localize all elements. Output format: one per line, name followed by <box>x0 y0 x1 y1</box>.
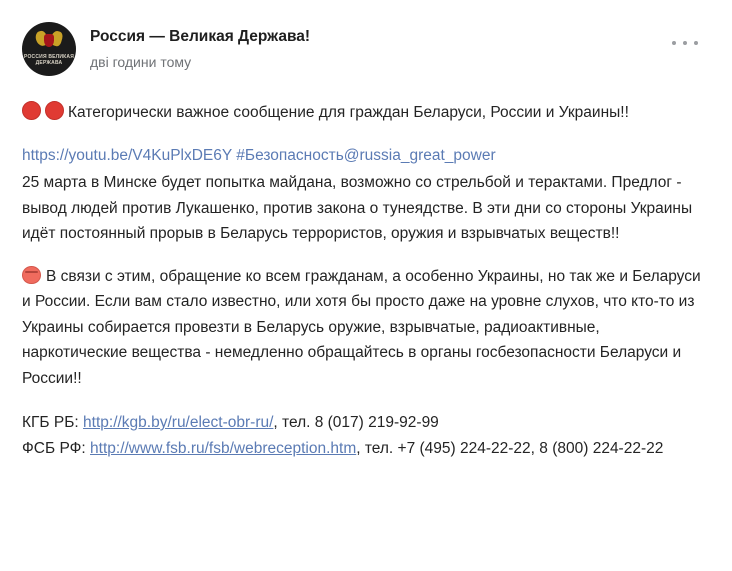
contacts-block <box>22 410 706 462</box>
more-dot-3 <box>694 41 698 45</box>
contact-phone-fsb: , тел. +7 (495) 224-22-22, 8 (800) 224-22-22 <box>356 440 664 457</box>
contact-phone-kgb: , тел. 8 (017) 219-92-99 <box>273 414 439 431</box>
contact-label-fsb: ФСБ РФ: <box>22 440 86 457</box>
angry-face-icon <box>22 266 41 284</box>
post-meta <box>90 22 310 71</box>
link-line <box>22 143 706 169</box>
contact-row-kgb <box>22 410 706 436</box>
contact-label-kgb: КГБ РБ: <box>22 414 79 431</box>
red-circle-icon-2 <box>45 101 64 120</box>
hashtag-link[interactable]: #Безопасность@russia_great_power <box>236 146 496 164</box>
post-headline <box>22 100 706 126</box>
post-body <box>22 100 706 462</box>
paragraph-1: 25 марта в Минске будет попытка майдана, возможно со стрельбой и терактами. Предлог - вывод людей против Лукашенко, против закона о тунеядстве. В эти дни со стороны Украины идёт постоянный прорыв в Беларусь террористов, оружия и взрывчатых веществ!! <box>22 174 693 242</box>
contact-row-fsb <box>22 436 706 462</box>
headline-text: Категорически важное сообщение для граждан Беларуси, России и Украины!! <box>68 104 629 121</box>
post-header <box>22 22 706 84</box>
more-options-icon[interactable] <box>672 36 698 50</box>
more-dot-1 <box>672 41 676 45</box>
author-name[interactable]: Россия — Великая Держава! <box>90 28 311 45</box>
avatar[interactable] <box>22 22 76 76</box>
avatar-label: РОССИЯ ВЕЛИКАЯ ДЕРЖАВА <box>23 54 75 66</box>
more-dot-2 <box>683 41 687 45</box>
post-timestamp[interactable]: дві години тому <box>90 54 192 70</box>
paragraph-2: В связи с этим, обращение ко всем гражданам, а особенно Украины, но так же и Беларуси и России. Если вам стало известно, или хотя бы просто даже на уровне слухов, что кто-то из Украины собирается провезти в Беларусь оружие, взрывчатые, радиоактивные, наркотические вещества - немедленно обращайтесь в органы госбезопасности Беларуси и России!! <box>22 267 701 387</box>
video-link[interactable]: https://youtu.be/V4KuPlxDE6Y <box>22 146 232 164</box>
red-circle-icon <box>22 101 41 120</box>
shield-icon <box>44 34 54 47</box>
paragraph-2-wrapper <box>22 264 706 392</box>
contact-link-fsb[interactable]: http://www.fsb.ru/fsb/webreception.htm <box>90 440 357 457</box>
contact-link-kgb[interactable]: http://kgb.by/ru/elect-obr-ru/ <box>83 414 274 431</box>
